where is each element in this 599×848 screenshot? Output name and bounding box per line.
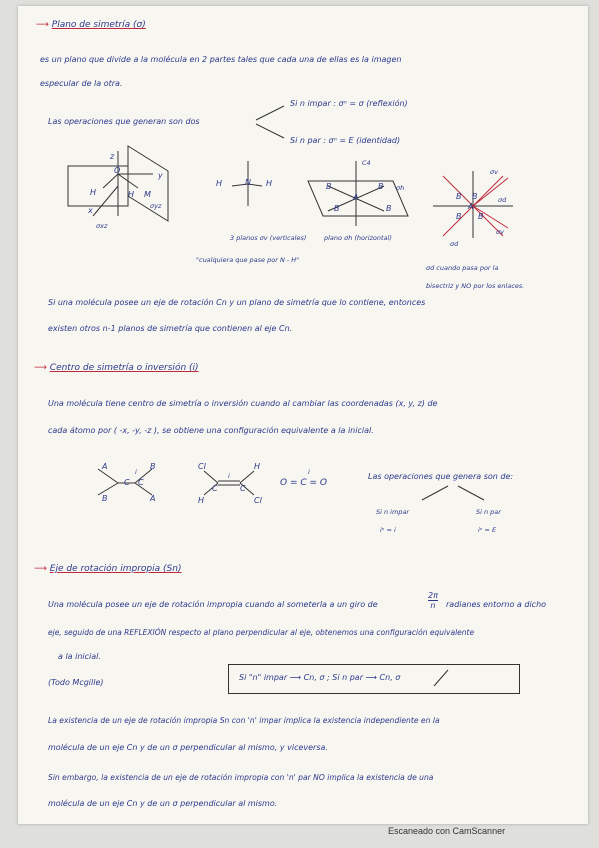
atom-label: Cl (254, 496, 262, 505)
atom-label: B (378, 182, 384, 191)
atom-label: A (150, 494, 156, 503)
atom-label: H (90, 188, 97, 197)
arrow-icon: ⟶ (36, 20, 49, 30)
text-line: Sin embargo, la existencia de un eje de rotación impropia con 'n' par NO implica la existencia de una (48, 773, 434, 782)
atom-label: N (245, 178, 251, 187)
plane-label: σv (496, 228, 504, 236)
case-label: Si n impar (376, 508, 410, 516)
atom-label: H (266, 179, 273, 188)
operation-even: Si n par : σⁿ = E (identidad) (290, 136, 401, 145)
section-inversion-heading (34, 363, 199, 373)
rule-box-text: Si "n" impar ⟶ Cn, σ ; Si n par ⟶ Cn, σ (239, 673, 401, 682)
atom-label: B (478, 212, 484, 221)
arrow-icon: ⟶ (34, 363, 47, 373)
atom-label: O (114, 166, 121, 175)
atom-label: B (334, 204, 340, 213)
atom-label: C (240, 484, 246, 493)
text-line: molécula de un eje Cn y de un σ perpendicular al mismo, y viceversa. (48, 743, 328, 752)
plane-label: σxz (96, 222, 108, 230)
axis-label: z (110, 152, 115, 161)
atom-label: A (353, 193, 359, 202)
text-line: La existencia de un eje de rotación impropia Sn con 'n' impar implica la existencia independiente en la (48, 716, 440, 725)
atom-label: B (386, 204, 392, 213)
text-line: existen otros n-1 planos de simetría que contienen al eje Cn. (48, 324, 293, 333)
inversion-mark: i (228, 472, 230, 480)
scanned-page (18, 6, 588, 824)
fraction (428, 591, 438, 610)
atom-label: C (124, 478, 130, 487)
atom-label: H (254, 462, 261, 471)
negation-slash (426, 668, 456, 688)
section-plane-heading (36, 20, 146, 30)
figure-caption: 3 planos σv (verticales) (230, 234, 307, 242)
text-line: Una molécula tiene centro de simetría o inversión cuando al cambiar las coordenadas (x, y, z) de (48, 399, 438, 408)
text-line: cada átomo por ( -x, -y, -z ), se obtiene una configuración equivalente a la inicial. (48, 426, 374, 435)
atom-label: H (198, 496, 205, 505)
text-line: a la inicial. (58, 652, 101, 661)
text-line: especular de la otra. (40, 79, 123, 88)
atom-label: B (456, 212, 462, 221)
atom-label: H (128, 190, 135, 199)
plane-label: σd (450, 240, 459, 248)
case-label: Si n par (476, 508, 501, 516)
text-line: molécula de un eje Cn y de un σ perpendicular al mismo. (48, 799, 278, 808)
figure-note: bisectriz y NO por los enlaces. (426, 282, 525, 290)
text-line: Las operaciones que genera son de: (368, 472, 514, 481)
atom-label: B (326, 182, 332, 191)
axis-label: y (158, 171, 163, 180)
axis-label: C4 (362, 159, 371, 167)
atom-label: A (102, 462, 108, 471)
fraction-denominator: n (430, 601, 436, 610)
molecule-2-bonds (194, 461, 274, 506)
branch-arrows (408, 484, 498, 504)
text-line: Una molécula posee un eje de rotación impropia cuando al someterla a un giro de (48, 600, 378, 609)
axis-label: x (88, 206, 93, 215)
arrow-icon: ⟶ (34, 564, 47, 574)
figure-note: "cualquiera que pase por N - H" (196, 256, 300, 264)
text-line: es un plano que divide a la molécula en 2 partes tales que cada una de ellas es la imagen (40, 55, 402, 64)
text-line: radianes entorno a dicho (446, 600, 547, 609)
fraction-numerator: 2π (428, 591, 438, 600)
atom-label: M (144, 190, 151, 199)
text-line: Si una molécula posee un eje de rotación Cn y un plano de simetría que lo contiene, entonces (48, 298, 426, 307)
plane-label: σyz (150, 202, 162, 210)
scanner-watermark: Escaneado con CamScanner (388, 826, 506, 836)
case-value: iⁿ = E (478, 526, 497, 534)
inversion-mark: i (135, 468, 137, 476)
text-line: Las operaciones que generan son dos (48, 117, 200, 126)
atom-label: B (150, 462, 156, 471)
atom-label: B (102, 494, 108, 503)
plane-label: σv (490, 168, 498, 176)
atom-label: B (456, 192, 462, 201)
text-line: eje, seguido de una REFLEXIÓN respecto al plano perpendicular al eje, obtenemos una configuración equivalente (48, 628, 475, 637)
inversion-mark: i (308, 468, 310, 476)
section-title: Eje de rotación impropia (Sn) (49, 564, 182, 574)
atom-label: B (472, 192, 478, 201)
section-improper-heading (34, 564, 181, 574)
plane-label: σh (396, 184, 405, 192)
plane-label: σd (498, 196, 507, 204)
figure-note: σd cuando pasa por la (426, 264, 499, 272)
figure-caption: plano σh (horizontal) (324, 234, 392, 242)
atom-label: H (216, 179, 223, 188)
rule-box (228, 664, 520, 694)
operation-odd: Si n impar : σⁿ = σ (reflexión) (290, 99, 408, 108)
co2-molecule: O = C = O (280, 478, 327, 488)
atom-label: C (212, 484, 218, 493)
section-title: Centro de simetría o inversión (i) (49, 363, 199, 373)
atom-label: Cl (198, 462, 206, 471)
atom-label: A (468, 202, 474, 211)
section-title: Plano de simetría (σ) (51, 20, 146, 30)
atom-label: C (138, 478, 144, 487)
case-value: iⁿ = i (380, 526, 396, 534)
note: (Todo Mcgille) (48, 678, 104, 687)
